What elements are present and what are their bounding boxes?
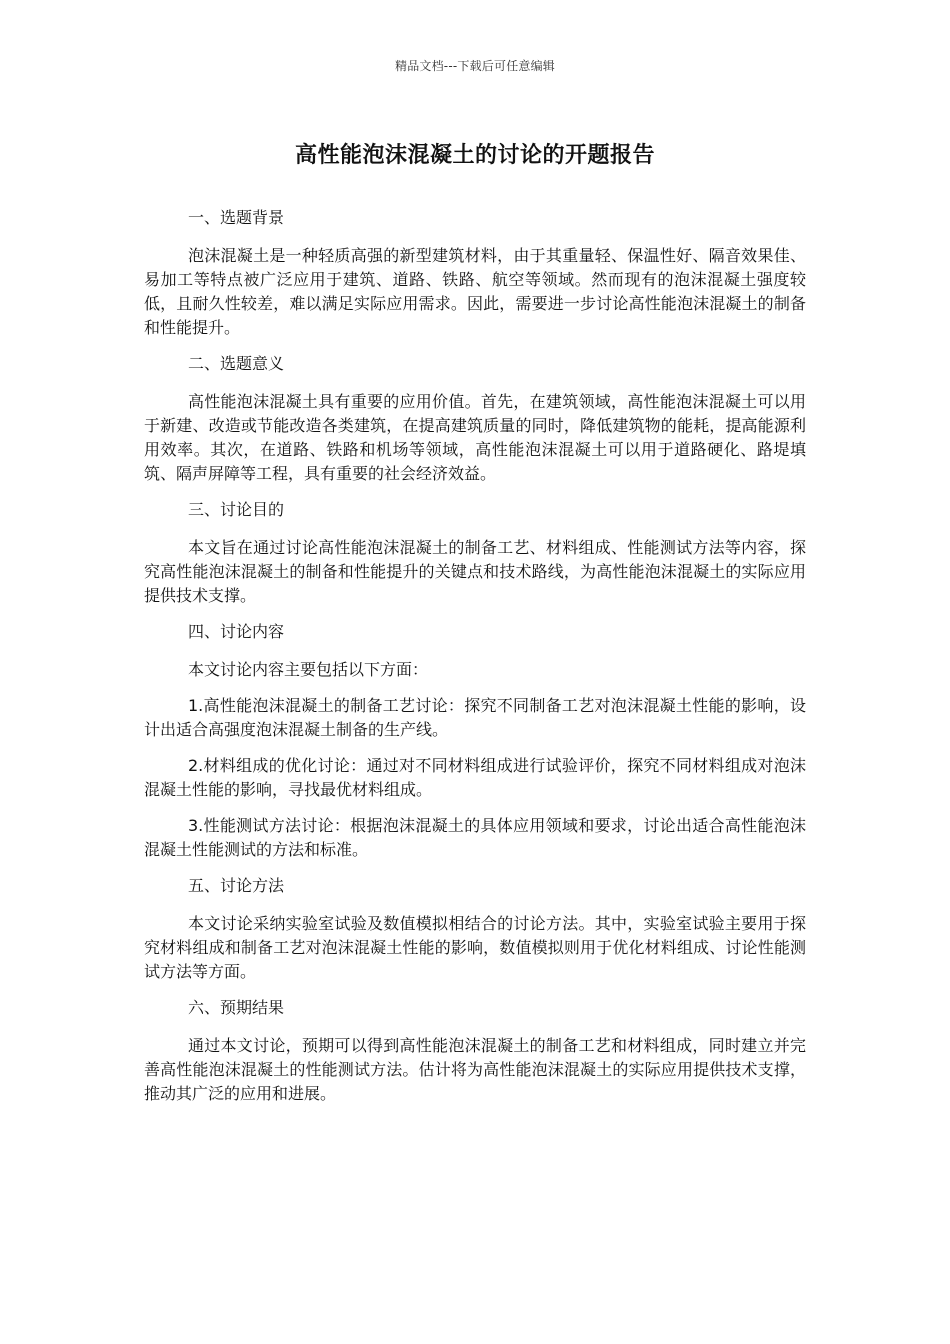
section-heading-expected-results: 六、预期结果 xyxy=(188,998,285,1017)
paragraph-content-item-3: 3.性能测试方法讨论：根据泡沫混凝土的具体应用领域和要求，讨论出适合高性能泡沫混凝土性能测试的方法和标准。 xyxy=(144,816,806,859)
paragraph-content-item-2: 2.材料组成的优化讨论：通过对不同材料组成进行试验评价，探究不同材料组成对泡沫混凝土性能的影响，寻找最优材料组成。 xyxy=(144,756,806,799)
paragraph-expected-results: 通过本文讨论，预期可以得到高性能泡沫混凝土的制备工艺和材料组成，同时建立并完善高性能泡沫混凝土的性能测试方法。估计将为高性能泡沫混凝土的实际应用提供技术支撑，推动其广泛的应用和进展。 xyxy=(144,1036,806,1103)
section-heading-content: 四、讨论内容 xyxy=(188,622,285,641)
paragraph-background: 泡沫混凝土是一种轻质高强的新型建筑材料，由于其重量轻、保温性好、隔音效果佳、易加工等特点被广泛应用于建筑、道路、铁路、航空等领域。然而现有的泡沫混凝土强度较低，且耐久性较差，难以满足实际应用需求。因此，需要进一步讨论高性能泡沫混凝土的制备和性能提升。 xyxy=(144,246,806,337)
paragraph-methods: 本文讨论采纳实验室试验及数值模拟相结合的讨论方法。其中，实验室试验主要用于探究材料组成和制备工艺对泡沫混凝土性能的影响，数值模拟则用于优化材料组成、讨论性能测试方法等方面。 xyxy=(144,914,806,981)
document-title: 高性能泡沫混凝土的讨论的开题报告 xyxy=(294,143,655,168)
header-note: 精品文档---下载后可任意编辑 xyxy=(395,59,555,73)
paragraph-content-item-1: 1.高性能泡沫混凝土的制备工艺讨论：探究不同制备工艺对泡沫混凝土性能的影响，设计出适合高强度泡沫混凝土制备的生产线。 xyxy=(144,696,806,739)
paragraph-purpose: 本文旨在通过讨论高性能泡沫混凝土的制备工艺、材料组成、性能测试方法等内容，探究高性能泡沫混凝土的制备和性能提升的关键点和技术路线，为高性能泡沫混凝土的实际应用提供技术支撑。 xyxy=(144,538,806,605)
section-heading-significance: 二、选题意义 xyxy=(188,354,285,373)
document-body xyxy=(144,206,806,1118)
paragraph-content-intro: 本文讨论内容主要包括以下方面： xyxy=(188,660,429,679)
section-heading-methods: 五、讨论方法 xyxy=(188,876,285,895)
section-heading-background: 一、选题背景 xyxy=(188,208,285,227)
paragraph-significance: 高性能泡沫混凝土具有重要的应用价值。首先，在建筑领域，高性能泡沫混凝土可以用于新建、改造或节能改造各类建筑，在提高建筑质量的同时，降低建筑物的能耗，提高能源利用效率。其次，在道路、铁路和机场等领域，高性能泡沫混凝土可以用于道路硬化、路堤填筑、隔声屏障等工程，具有重要的社会经济效益。 xyxy=(144,392,806,483)
section-heading-purpose: 三、讨论目的 xyxy=(188,500,285,519)
